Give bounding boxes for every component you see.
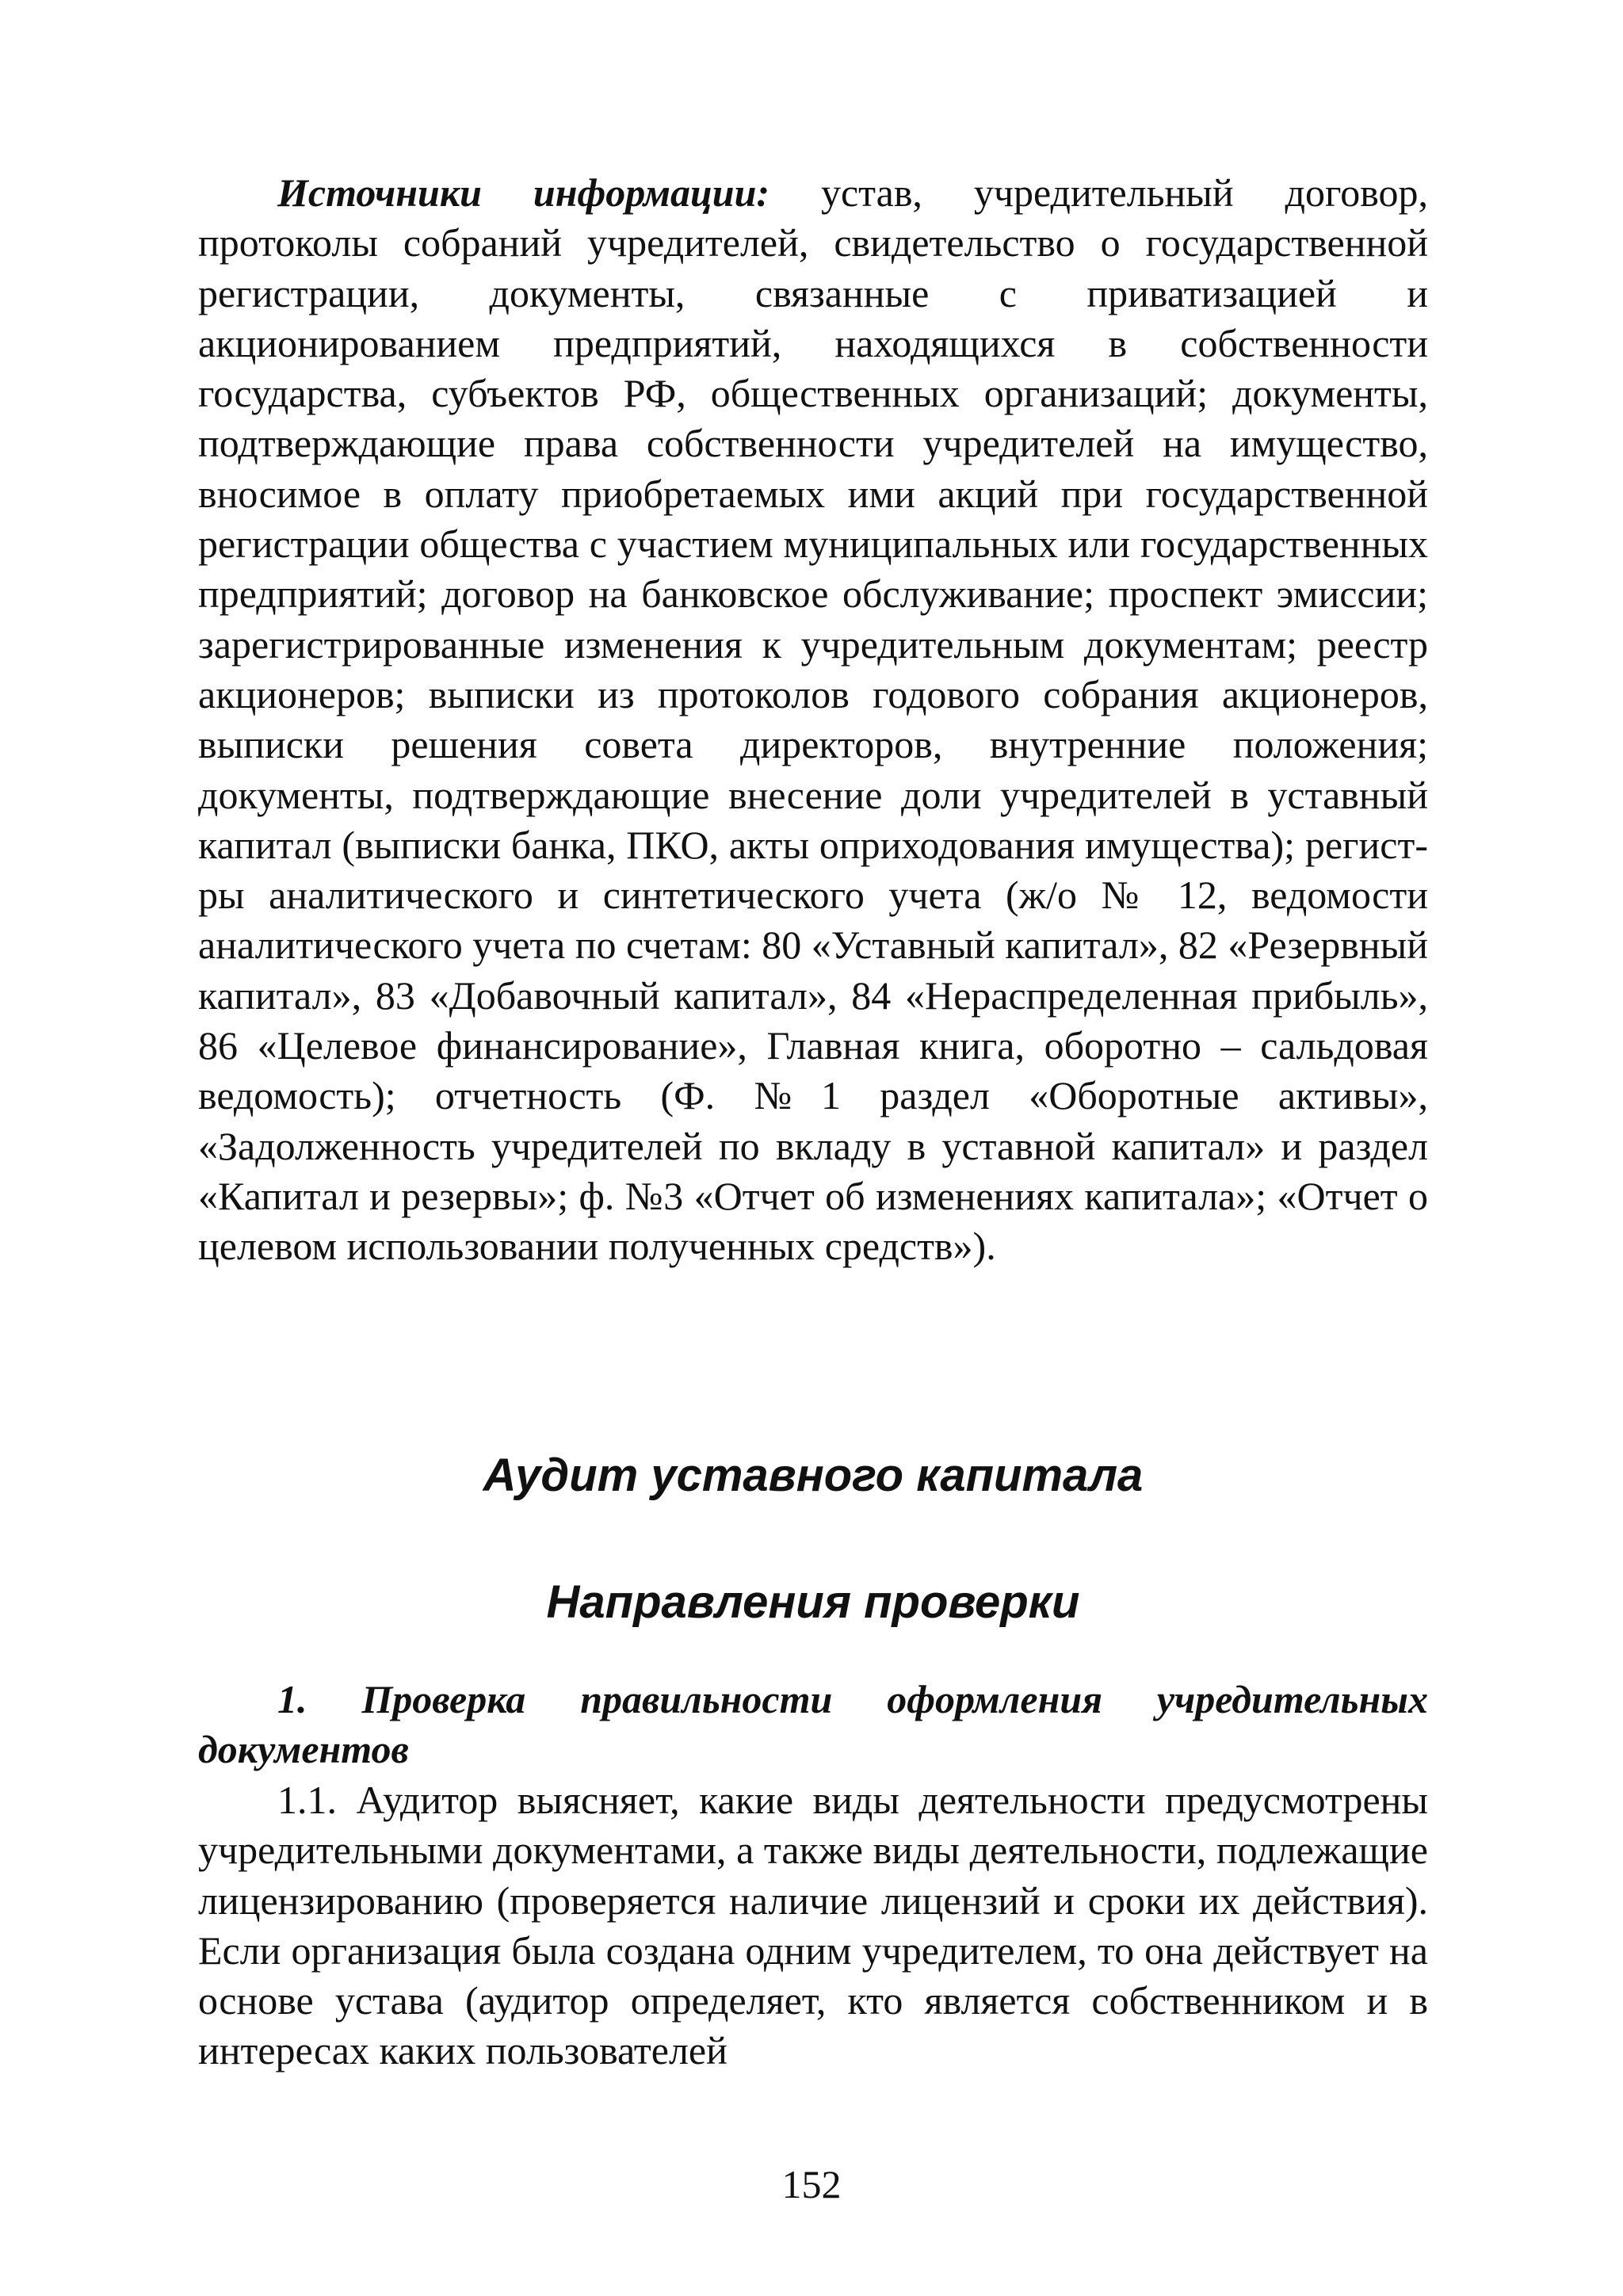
page-number: 152 (781, 2162, 842, 2206)
subsection-heading: Направления проверки (546, 1576, 1080, 1628)
information-sources-label: Источники информации: (277, 170, 770, 215)
section-heading: Аудит уставного капитала (483, 1450, 1144, 1501)
body-text-block (198, 1775, 1428, 2076)
information-sources-block (198, 168, 1428, 1272)
check-item-title: 1. Проверка правильности оформления учредительных документов (198, 1677, 1428, 1772)
body-paragraph: 1.1. Аудитор выясняет, какие виды деятельности предусмотрены учредительными документами, а также виды деятельности, подлежащие лицензированию (проверяется наличие лицензий и сроки их действия). Если организация была создана одним учредителем, то она действует на основе устава (аудитор определяет, кто является собственником и в интересах каких пользователей (198, 1778, 1428, 2073)
information-sources-text: устав, учредительный договор, протоколы собраний учредителей, свидетельство о государственной регистрации, документы, связанные с приватизацией и акционированием предприятий, находящихся в собственности государства, субъектов РФ, общественных организаций; документы, подтверждающие права собственности учредителей на имущество, вносимое в оплату приобретаемых ими акций при государственной регистрации общества с участием муниципальных или государственных предприятий; договор на банковское обслуживание; проспект эмиссии; зарегистрированные изменения к учредительным документам; реестр акционеров; выписки из протоколов годового собрания акционеров, выписки решения совета директоров, внутренние положения; документы, подтверждающие внесение доли учредителей в уставный капитал (выписки банка, ПКО, акты оприходования имущества); регистры аналитического и синтетического учета (ж/о № 12, ведомости аналитического учета по счетам: 80 «Уставный капитал», 82 «Резервный капитал», 83 «Добавочный капитал», 84 «Нераспределенная прибыль», 86 «Целевое финансирование», Главная книга, оборотно – сальдовая ведомость); отчетность (Ф. №1 раздел «Оборотные активы», «Задолженность учредителей по вкладу в уставной капитал» и раздел «Капитал и резервы»; ф. №3 «Отчет об изменениях капитала»; «Отчет о целевом использовании полученных средств»). (198, 170, 1428, 1269)
information-sources-paragraph (198, 168, 1428, 1272)
